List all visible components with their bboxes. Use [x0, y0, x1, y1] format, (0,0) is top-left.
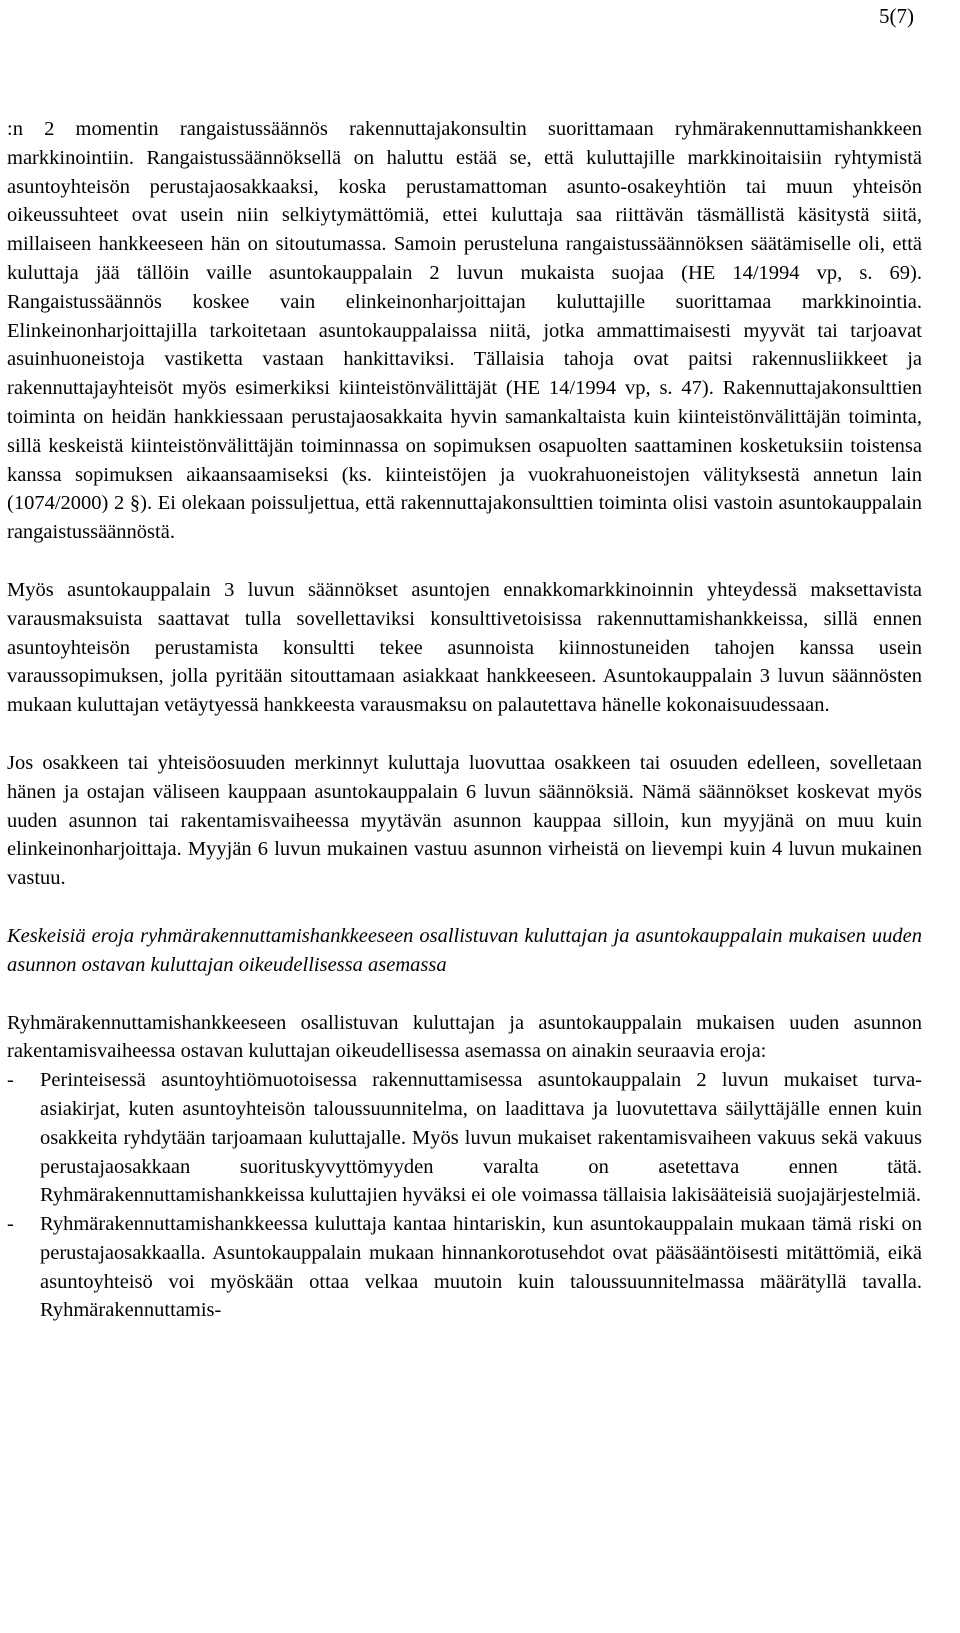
difference-list — [7, 1066, 922, 1325]
list-marker: - — [7, 1213, 14, 1236]
list-item — [7, 1210, 922, 1325]
paragraph-3: Jos osakkeen tai yhteisöosuuden merkinnyt kuluttaja luovuttaa osakkeen tai osuuden edelleen, sovelletaan hänen ja ostajan väliseen kauppaan asuntokauppalain 6 luvun säännöksiä. Nämä säännökset koskevat myös uuden asunnon tai rakentamisvaiheessa myytävän asunnon kauppaa silloin, kun myyjänä on muu kuin elinkeinonharjoittaja. Myyjän 6 luvun mukainen vastuu asunnon virheistä on lievempi kuin 4 luvun mukainen vastuu. — [7, 751, 922, 890]
list-item — [7, 1066, 922, 1210]
paragraph-2: Myös asuntokauppalain 3 luvun säännökset asuntojen ennakkomarkkinoinnin yhteydessä maksettavista varausmaksuista saattavat tulla sovellettaviksi konsulttivetoisissa rakennuttamishankkeissa, sillä ennen asuntoyhteisön perustamista konsultti tekee asunnoista kiinnostuneiden tahojen kanssa usein varaussopimuksen, jolla pyritään sitouttamaan asiakkaat hankkeeseen. Asuntokauppalain 3 luvun säännösten mukaan kuluttajan vetäytyessä hankkeesta varausmaksu on palautettava hänelle kokonaisuudessaan. — [7, 578, 922, 717]
document-body — [7, 115, 922, 1325]
section-heading: Keskeisiä eroja ryhmärakennuttamishankkeeseen osallistuvan kuluttajan ja asuntokauppalain mukaisen uuden asunnon ostavan kuluttajan oikeudellisessa asemassa — [7, 924, 922, 976]
intro-paragraph: Ryhmärakennuttamishankkeeseen osallistuvan kuluttajan ja asuntokauppalain mukaisen uuden asunnon rakentamisvaiheessa ostavan kuluttajan oikeudellisessa asemassa on ainakin seuraavia eroja: — [7, 1011, 922, 1063]
list-marker: - — [7, 1069, 14, 1092]
list-item-text: Ryhmärakennuttamishankkeessa kuluttaja kantaa hintariskin, kun asuntokauppalain mukaan tämä riski on perustajaosakkaalla. Asuntokauppalain mukaan hinnankorotusehdot ovat pääsääntöisesti mitättömiä, eikä asuntoyhteisö voi myöskään ottaa velkaa muutoin kuin taloussuunnitelmassa määrätyllä tavalla. Ryhmärakennuttamis- — [40, 1213, 922, 1322]
list-item-text: Perinteisessä asuntoyhtiömuotoisessa rakennuttamisessa asuntokauppalain 2 luvun mukaiset turva-asiakirjat, kuten asuntoyhteisön taloussuunnitelma, on laadittava ja luovutettava säilyttäjälle ennen kuin osakkeita ryhdytään tarjoamaan kuluttajalle. Myös luvun mukaiset rakentamisvaiheen vakuus sekä vakuus perustajaosakkaan suorituskyvyttömyyden varalta on asetettava ennen tätä. Ryhmärakennuttamishankkeissa kuluttajien hyväksi ei ole voimassa tällaisia lakisääteisiä suojajärjestelmiä. — [40, 1069, 922, 1207]
paragraph-1: :n 2 momentin rangaistussäännös rakennuttajakonsultin suorittamaan ryhmärakennuttamishankkeen markkinointiin. Rangaistussäännöksellä on haluttu estää se, että kuluttajille markkinoitaisiin ryhtymistä asuntoyhteisön perustajaosakkaaksi, koska perustamattoman asunto-osakeyhtiön tai muun yhteisön oikeussuhteet ovat usein niin selkiytymättömiä, ettei kuluttaja saa riittävän täsmällistä käsitystä siitä, millaiseen hankkeeseen hän on sitoutumassa. Samoin perusteluna rangaistussäännöksen säätämiselle oli, että kuluttaja jää tällöin vaille asuntokauppalain 2 luvun mukaista suojaa (HE 14/1994 vp, s. 69). Rangaistussäännös koskee vain elinkeinonharjoittajan kuluttajille suorittamaa markkinointia. Elinkeinonharjoittajilla tarkoitetaan asuntokauppalaissa niitä, jotka ammattimaisesti myyvät tai tarjoavat asuinhuoneistoja vastiketta vastaan hankittaviksi. Tällaisia tahoja ovat paitsi rakennusliikkeet ja rakennuttajayhteisöt myös esimerkiksi kiinteistönvälittäjät (HE 14/1994 vp, s. 47). Rakennuttajakonsulttien toiminta on heidän hankkiessaan perustajaosakkaita hyvin samankaltaista kuin kiinteistönvälittäjän toiminta, sillä keskeistä kiinteistönvälittäjän toiminnassa on sopimuksen osapuolten saattaminen kosketuksiin toistensa kanssa sopimuksen aikaansaamiseksi (ks. kiinteistöjen ja vuokrahuoneistojen välityksestä annetun lain (1074/2000) 2 §). Ei olekaan poissuljettua, että rakennuttajakonsulttien toiminta olisi vastoin asuntokauppalain rangaistussäännöstä. — [7, 118, 922, 544]
page-number: 5(7) — [879, 4, 914, 28]
